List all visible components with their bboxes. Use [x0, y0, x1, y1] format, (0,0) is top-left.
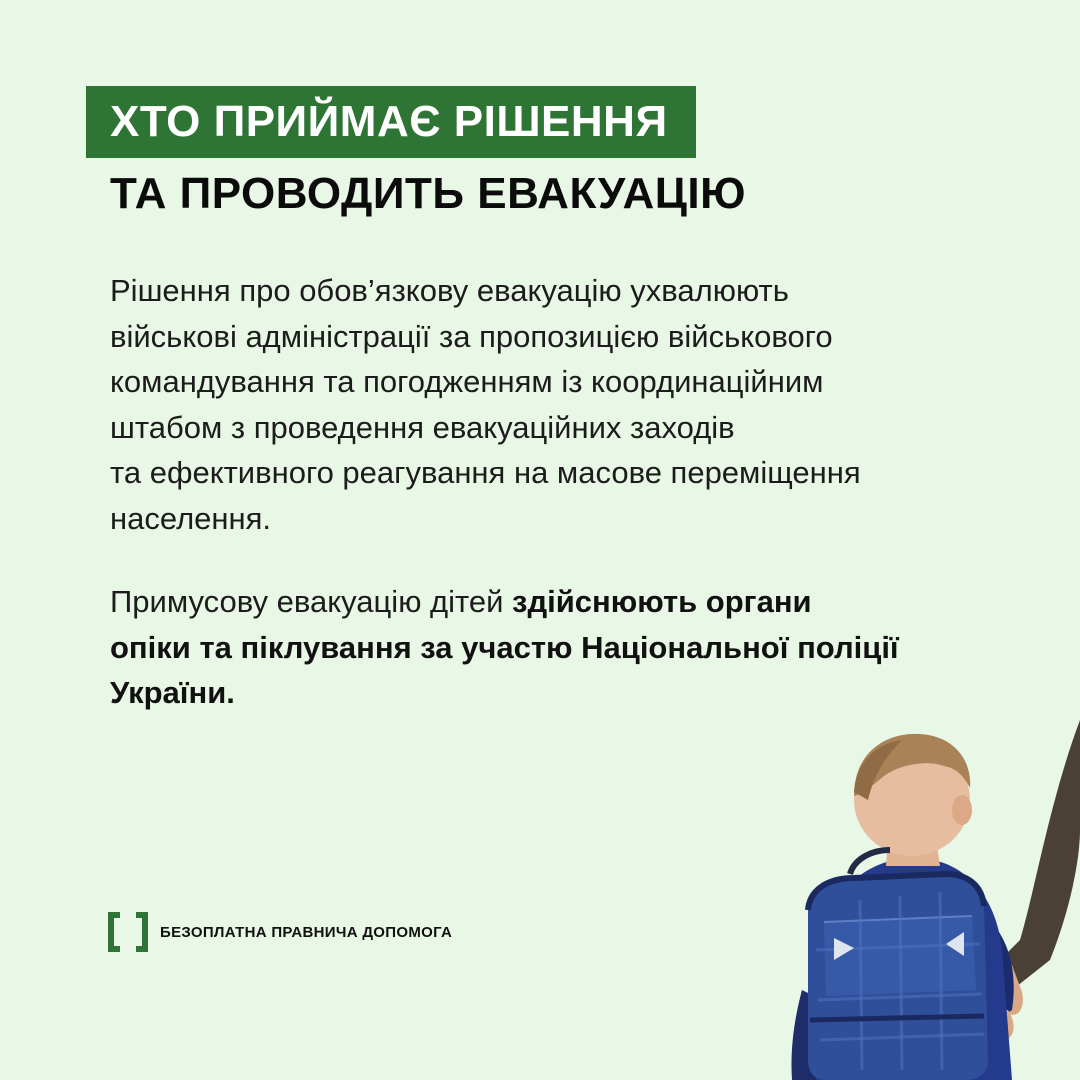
paragraph-line — [110, 579, 990, 625]
paragraph-line: військові адміністрації за пропозицією військового — [110, 318, 833, 354]
bold-text: опіки та піклування за участю Національної поліції — [110, 629, 899, 665]
organization-logo — [108, 912, 452, 952]
bold-text: України. — [110, 675, 235, 710]
paragraph-line: та ефективного реагування на масове переміщення — [110, 455, 861, 490]
organization-name: БЕЗОПЛАТНА ПРАВНИЧА ДОПОМОГА — [160, 923, 453, 941]
paragraph-line: населення. — [110, 500, 272, 536]
paragraph-line: штабом з проведення евакуаційних заходів — [110, 409, 735, 445]
plain-text: Примусову евакуацію дітей — [110, 584, 513, 619]
bold-text: здійснюють органи — [512, 584, 812, 619]
headline-line-1: ХТО ПРИЙМАЄ РІШЕННЯ — [110, 97, 668, 146]
headline-line-2: ТА ПРОВОДИТЬ ЕВАКУАЦІЮ — [110, 169, 746, 218]
child-with-backpack-photo — [750, 660, 1080, 1080]
paragraph-line: Рішення про обов’язкову евакуацію ухвалюють — [110, 273, 789, 308]
bracket-logo-icon — [108, 912, 148, 952]
paragraph-decision — [110, 268, 990, 541]
paragraph-line: командування та погодженням із координаційним — [110, 364, 824, 399]
headline-highlight — [86, 86, 696, 158]
